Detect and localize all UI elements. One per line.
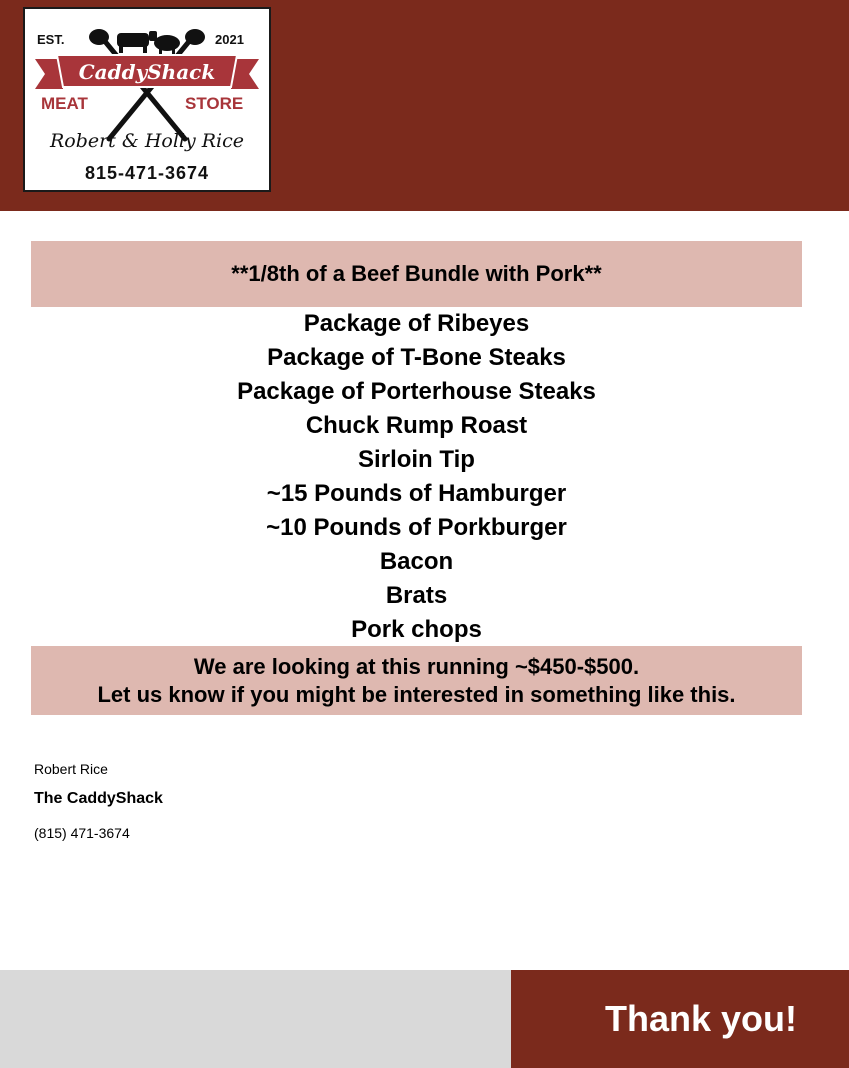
signature-company: The CaddyShack [34, 790, 163, 807]
list-item: Pork chops [351, 616, 482, 643]
logo-graphic [25, 9, 269, 190]
logo-year: 2021 [215, 32, 244, 47]
list-item: Package of Porterhouse Steaks [237, 378, 596, 405]
logo-brand: CaddyShack [78, 60, 216, 84]
logo-est: EST. [37, 32, 65, 47]
list-item: Sirloin Tip [358, 446, 475, 473]
list-item: Chuck Rump Roast [305, 412, 528, 439]
signature-name: Robert Rice [34, 761, 108, 777]
signature-phone: (815) 471-3674 [34, 825, 130, 841]
logo-owners: Robert & Holly Rice [49, 130, 245, 152]
list-item: Package of T-Bone Steaks [267, 344, 566, 371]
list-item: ~10 Pounds of Porkburger [266, 514, 567, 541]
thank-you-text: Thank you! [604, 998, 797, 1039]
interest-message: Let us know if you might be interested in something like this. [97, 682, 736, 707]
logo-phone: 815-471-3674 [84, 163, 210, 183]
logo-store: STORE [185, 94, 244, 113]
store-logo [23, 7, 271, 192]
list-item: Brats [385, 582, 448, 609]
list-item: ~15 Pounds of Hamburger [266, 480, 567, 507]
footer-brown-block [511, 970, 849, 1068]
footer-gray-block [0, 970, 511, 1068]
price-band [31, 646, 802, 715]
cow-pig-icon [117, 31, 180, 54]
logo-meat: MEAT [41, 94, 88, 113]
bundle-item-list [31, 307, 802, 647]
bundle-title-band [31, 241, 802, 307]
list-item: Package of Ribeyes [303, 310, 530, 337]
bundle-title: **1/8th of a Beef Bundle with Pork** [231, 261, 602, 286]
price-estimate: We are looking at this running ~$450-$500. [193, 654, 640, 679]
header-band [0, 0, 849, 211]
list-item: Bacon [379, 548, 454, 575]
